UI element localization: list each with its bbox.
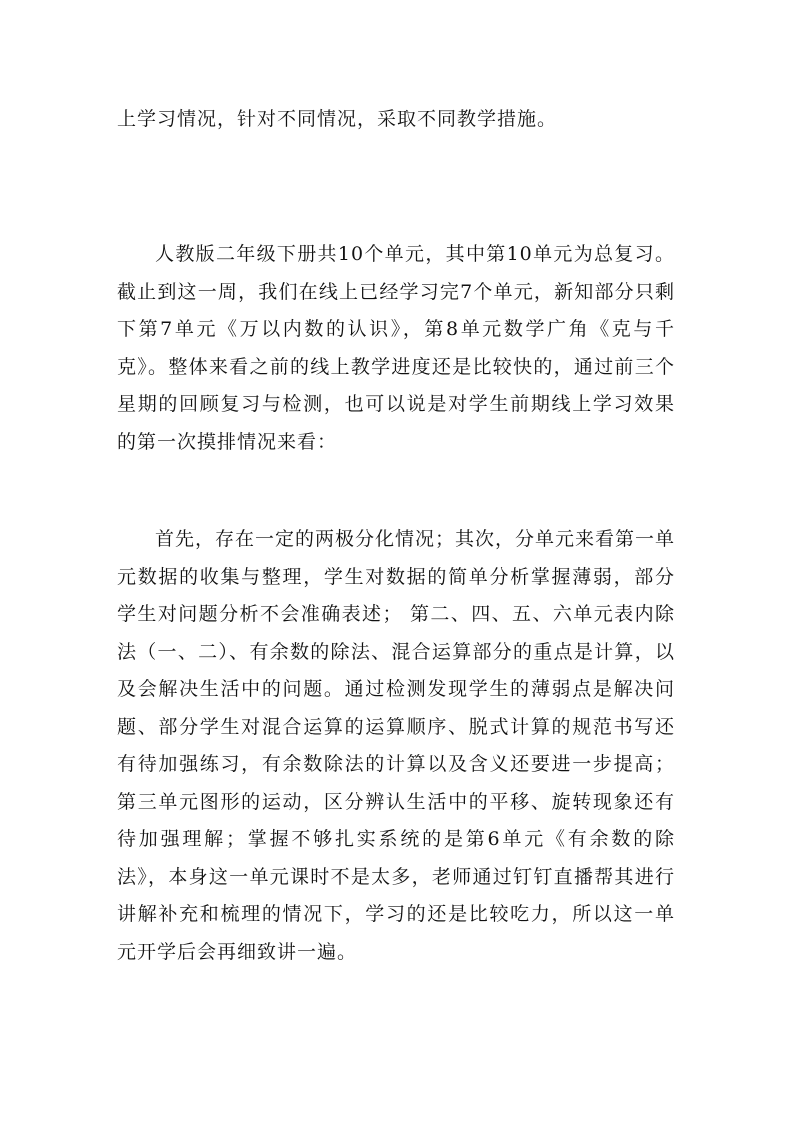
paragraph-learning-analysis: 首先，存在一定的两极分化情况；其次，分单元来看第一单元数据的收集与整理，学生对数据的简单分析掌握薄弱，部分学生对问题分析不会准确表述； 第二、四、五、六单元表内除法（一、二）、有余数的除法、混合运算部分的重点是计算，以及会解决生活中的问题。通过检测发现学生的薄弱点是解决问题、部分学生对混合运算的运算顺序、脱式计算的规范书写还有待加强练习，有余数除法的计算以及含义还要进一步提高；第三单元图形的运动，区分辨认生活中的平移、旋转现象还有待加强理解；掌握不够扎实系统的是第6单元《有余数的除法》，本身这一单元课时不是太多，老师通过钉钉直播帮其进行讲解补充和梳理的情况下，学习的还是比较吃力，所以这一单元开学后会再细致讲一遍。 (117, 528, 676, 963)
paragraph-curriculum-progress: 人教版二年级下册共10个单元，其中第10单元为总复习。截止到这一周，我们在线上已经学习完7个单元，新知部分只剩下第7单元《万以内数的认识》，第8单元数学广角《克与千克》。整体来看之前的线上教学进度还是比较快的，通过前三个星期的回顾复习与检测，也可以说是对学生前期线上学习效果的第一次摸排情况来看： (117, 243, 675, 453)
paragraph-continuation: 上学习情况，针对不同情况，采取不同教学措施。 (117, 108, 558, 130)
